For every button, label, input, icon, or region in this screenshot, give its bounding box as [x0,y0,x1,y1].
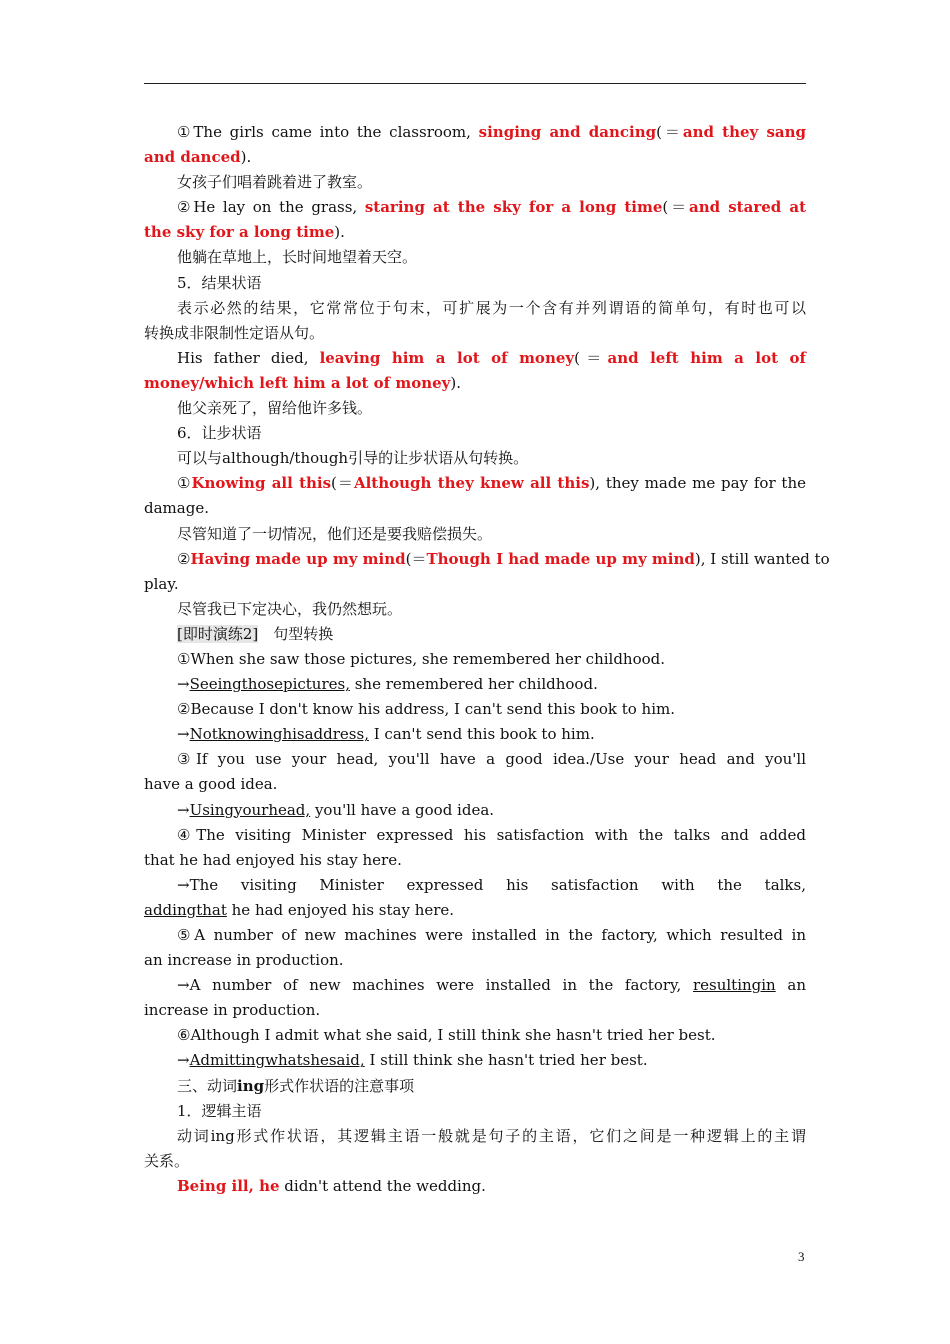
page-body [144,120,830,1199]
answer-blank: resultingin [692,976,776,995]
text: (＝ [656,123,683,141]
practice-heading [144,622,806,647]
text: ②He lay on the grass, [177,198,365,217]
highlight-text: leaving him a lot of money [319,348,575,367]
text: ① [177,474,192,493]
example-line [144,195,806,220]
answer-line [144,798,806,823]
question-line: ⑥Although I admit what she said, I still think she hasn't tried her best. [177,1026,716,1045]
example-line [144,547,830,572]
highlight-text: money/which left him a lot of money [144,373,451,392]
paragraph-line: 表示必然的结果，它常常位于句末，可扩展为一个含有并列谓语的简单句，有时也可以 [177,298,806,317]
text: ). [240,148,252,167]
text: ). [450,373,461,392]
section-heading: 5．结果状语 [177,273,262,292]
text: an [775,976,807,995]
arrow-icon: → [177,675,190,694]
text: →A number of new machines were installed in the factory, [177,976,693,995]
text: I can't send this book to him. [368,725,595,744]
answer-blank: Notknowinghisaddress, [189,725,369,744]
question-line: have a good idea. [144,775,278,794]
highlight-text: Knowing all this [191,474,332,493]
answer-line [144,1048,806,1073]
answer-blank: addingthat [144,900,227,919]
text: (＝ [331,474,354,493]
example-line [144,145,806,170]
arrow-icon: → [177,1051,190,1070]
translation-line: 他躺在草地上，长时间地望着天空。 [177,248,418,267]
highlight-text: and they sang [682,123,806,141]
header-rule [144,83,806,84]
question-line: ⑤A number of new machines were installed in the factory, which resulted in [177,926,806,944]
example-line: damage. [144,499,209,518]
text: 形式作状语的注意事项 [264,1076,415,1095]
highlight-text: and left him a lot of [607,348,806,367]
text: didn't attend the wedding. [279,1176,486,1195]
example-line [144,471,806,496]
text: (＝ [405,549,427,568]
question-line: ③If you use your head, you'll have a good idea./Use your head and you'll [177,750,806,769]
text: ), I still wanted to [694,549,830,568]
highlight-text: staring at the sky for a long time [364,198,663,217]
example-line [144,220,806,245]
question-line: ④The visiting Minister expressed his satisfaction with the talks and added [177,825,806,844]
arrow-icon: → [177,725,190,744]
paragraph-line: 可以与although/though引导的让步状语从句转换。 [177,449,529,468]
question-line: an increase in production. [144,951,344,970]
example-line [144,346,806,371]
highlight-text: and stared at [689,198,806,217]
text: ). [334,223,345,242]
answer-blank: Usingyourhead, [189,800,311,819]
arrow-icon: → [177,800,190,819]
example-line [144,1174,806,1199]
text: he had enjoyed his stay here. [226,900,455,919]
text: ①The girls came into the classroom, [177,123,479,141]
text: she remembered her childhood. [349,675,598,694]
text: ), they made me pay for the [589,474,806,493]
highlight-text: Having made up my mind [190,549,406,568]
question-line: that he had enjoyed his stay here. [144,850,402,869]
page-number: 3 [798,1249,805,1264]
answer-line: →The visiting Minister expressed his satisfaction with the talks, [177,875,806,894]
text: ② [177,549,191,568]
answer-line [144,722,806,747]
text: you'll have a good idea. [310,800,495,819]
example-line [144,371,806,396]
text: 三、动词 [177,1076,238,1095]
question-line: ①When she saw those pictures, she remembered her childhood. [177,649,666,668]
translation-line: 尽管我已下定决心，我仍然想玩。 [177,599,403,618]
paragraph-line: 关系。 [144,1151,190,1170]
text: (＝ [574,348,608,367]
answer-blank: Admittingwhatshesaid, [189,1051,365,1070]
highlight-text: singing and dancing [478,123,657,141]
translation-line: 尽管知道了一切情况，他们还是要我赔偿损失。 [177,524,493,543]
example-line [144,120,806,145]
highlight-text: Although they knew all this [353,474,590,493]
section-heading: 1．逻辑主语 [177,1101,262,1120]
answer-line [144,898,806,923]
text: His father died, [177,348,320,367]
answer-blank: Seeingthosepictures, [189,675,350,694]
section-heading: 6．让步状语 [177,424,262,443]
text: I still think she hasn't tried her best. [364,1051,648,1070]
text: (＝ [662,198,690,217]
question-line: ②Because I don't know his address, I can't send this book to him. [177,700,676,719]
highlight-text: Though I had made up my mind [426,549,695,568]
answer-line [144,973,806,998]
answer-line: increase in production. [144,1001,321,1020]
paragraph-line: 动词ing形式作状语，其逻辑主语一般就是句子的主语，它们之间是一种逻辑上的主谓 [177,1126,806,1145]
highlight-text: the sky for a long time [144,223,335,242]
highlight-text: Being ill, he [177,1176,280,1195]
highlight-text: and danced [144,148,241,167]
translation-line: 他父亲死了，留给他许多钱。 [177,399,373,418]
text: ing [237,1076,265,1095]
example-line: play. [144,574,179,593]
answer-line [144,672,806,697]
translation-line: 女孩子们唱着跳着进了教室。 [177,173,373,192]
practice-title: 句型转换 [258,624,334,643]
practice-label: [即时演练2] [177,624,259,643]
part-heading [144,1074,806,1099]
paragraph-line: 转换成非限制性定语从句。 [144,323,325,342]
